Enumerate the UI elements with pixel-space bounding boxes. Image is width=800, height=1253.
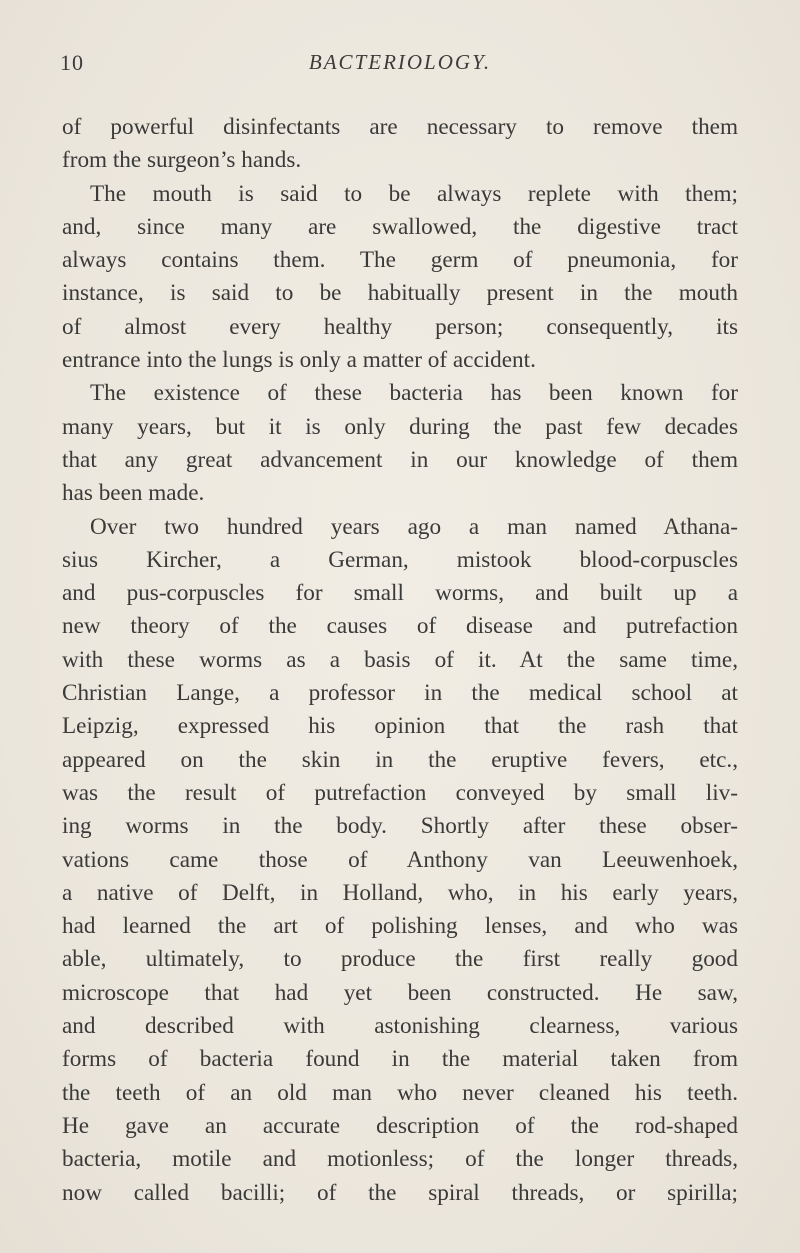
- text-line: a native of Delft, in Holland, who, in his early years,: [62, 879, 738, 906]
- text-line: of almost every healthy person; consequently, its: [62, 313, 738, 340]
- text-line: had learned the art of polishing lenses, and who was: [62, 913, 738, 940]
- text-line: always contains them. The germ of pneumonia, for: [62, 247, 738, 274]
- text-line: The mouth is said to be always replete with them;: [90, 180, 738, 207]
- text-line: instance, is said to be habitually present in the mouth: [62, 280, 738, 307]
- text-line: the teeth of an old man who never cleaned his teeth.: [62, 1079, 738, 1106]
- text-line: bacteria, motile and motionless; of the longer threads,: [62, 1146, 738, 1173]
- text-line: Christian Lange, a professor in the medical school at: [62, 680, 738, 707]
- text-line: now called bacilli; of the spiral threads, or spirilla;: [62, 1179, 738, 1206]
- body-text: [62, 111, 738, 1210]
- text-line: was the result of putrefaction conveyed by small liv-: [62, 779, 738, 806]
- text-line: and, since many are swallowed, the digestive tract: [62, 213, 738, 240]
- text-line: has been made.: [62, 480, 205, 507]
- text-line: many years, but it is only during the past few decades: [62, 413, 738, 440]
- text-line: able, ultimately, to produce the first really good: [62, 946, 738, 973]
- text-line: and described with astonishing clearness, various: [62, 1013, 738, 1040]
- text-line: and pus-corpuscles for small worms, and built up a: [62, 580, 738, 607]
- text-line: Over two hundred years ago a man named Athana-: [90, 513, 738, 540]
- text-line: entrance into the lungs is only a matter of accident.: [62, 347, 536, 374]
- text-line: He gave an accurate description of the rod-shaped: [62, 1112, 738, 1139]
- text-line: The existence of these bacteria has been known for: [90, 380, 738, 407]
- page-header: [60, 50, 740, 90]
- text-line: vations came those of Anthony van Leeuwenhoek,: [62, 846, 738, 873]
- running-head: BACTERIOLOGY.: [308, 50, 492, 74]
- text-line: microscope that had yet been constructed. He saw,: [62, 979, 738, 1006]
- text-line: forms of bacteria found in the material taken from: [62, 1046, 738, 1073]
- text-line: with these worms as a basis of it. At the same time,: [62, 646, 738, 673]
- text-line: new theory of the causes of disease and putrefaction: [62, 613, 738, 640]
- text-line: sius Kircher, a German, mistook blood-corpuscles: [62, 546, 738, 573]
- text-line: Leipzig, expressed his opinion that the rash that: [62, 713, 738, 740]
- text-line: of powerful disinfectants are necessary to remove them: [62, 114, 738, 140]
- text-line: appeared on the skin in the eruptive fevers, etc.,: [62, 746, 738, 773]
- text-line: from the surgeon’s hands.: [62, 147, 302, 174]
- text-line: ing worms in the body. Shortly after these obser-: [62, 813, 738, 840]
- text-line: that any great advancement in our knowledge of them: [62, 446, 738, 473]
- page-number: 10: [60, 50, 84, 75]
